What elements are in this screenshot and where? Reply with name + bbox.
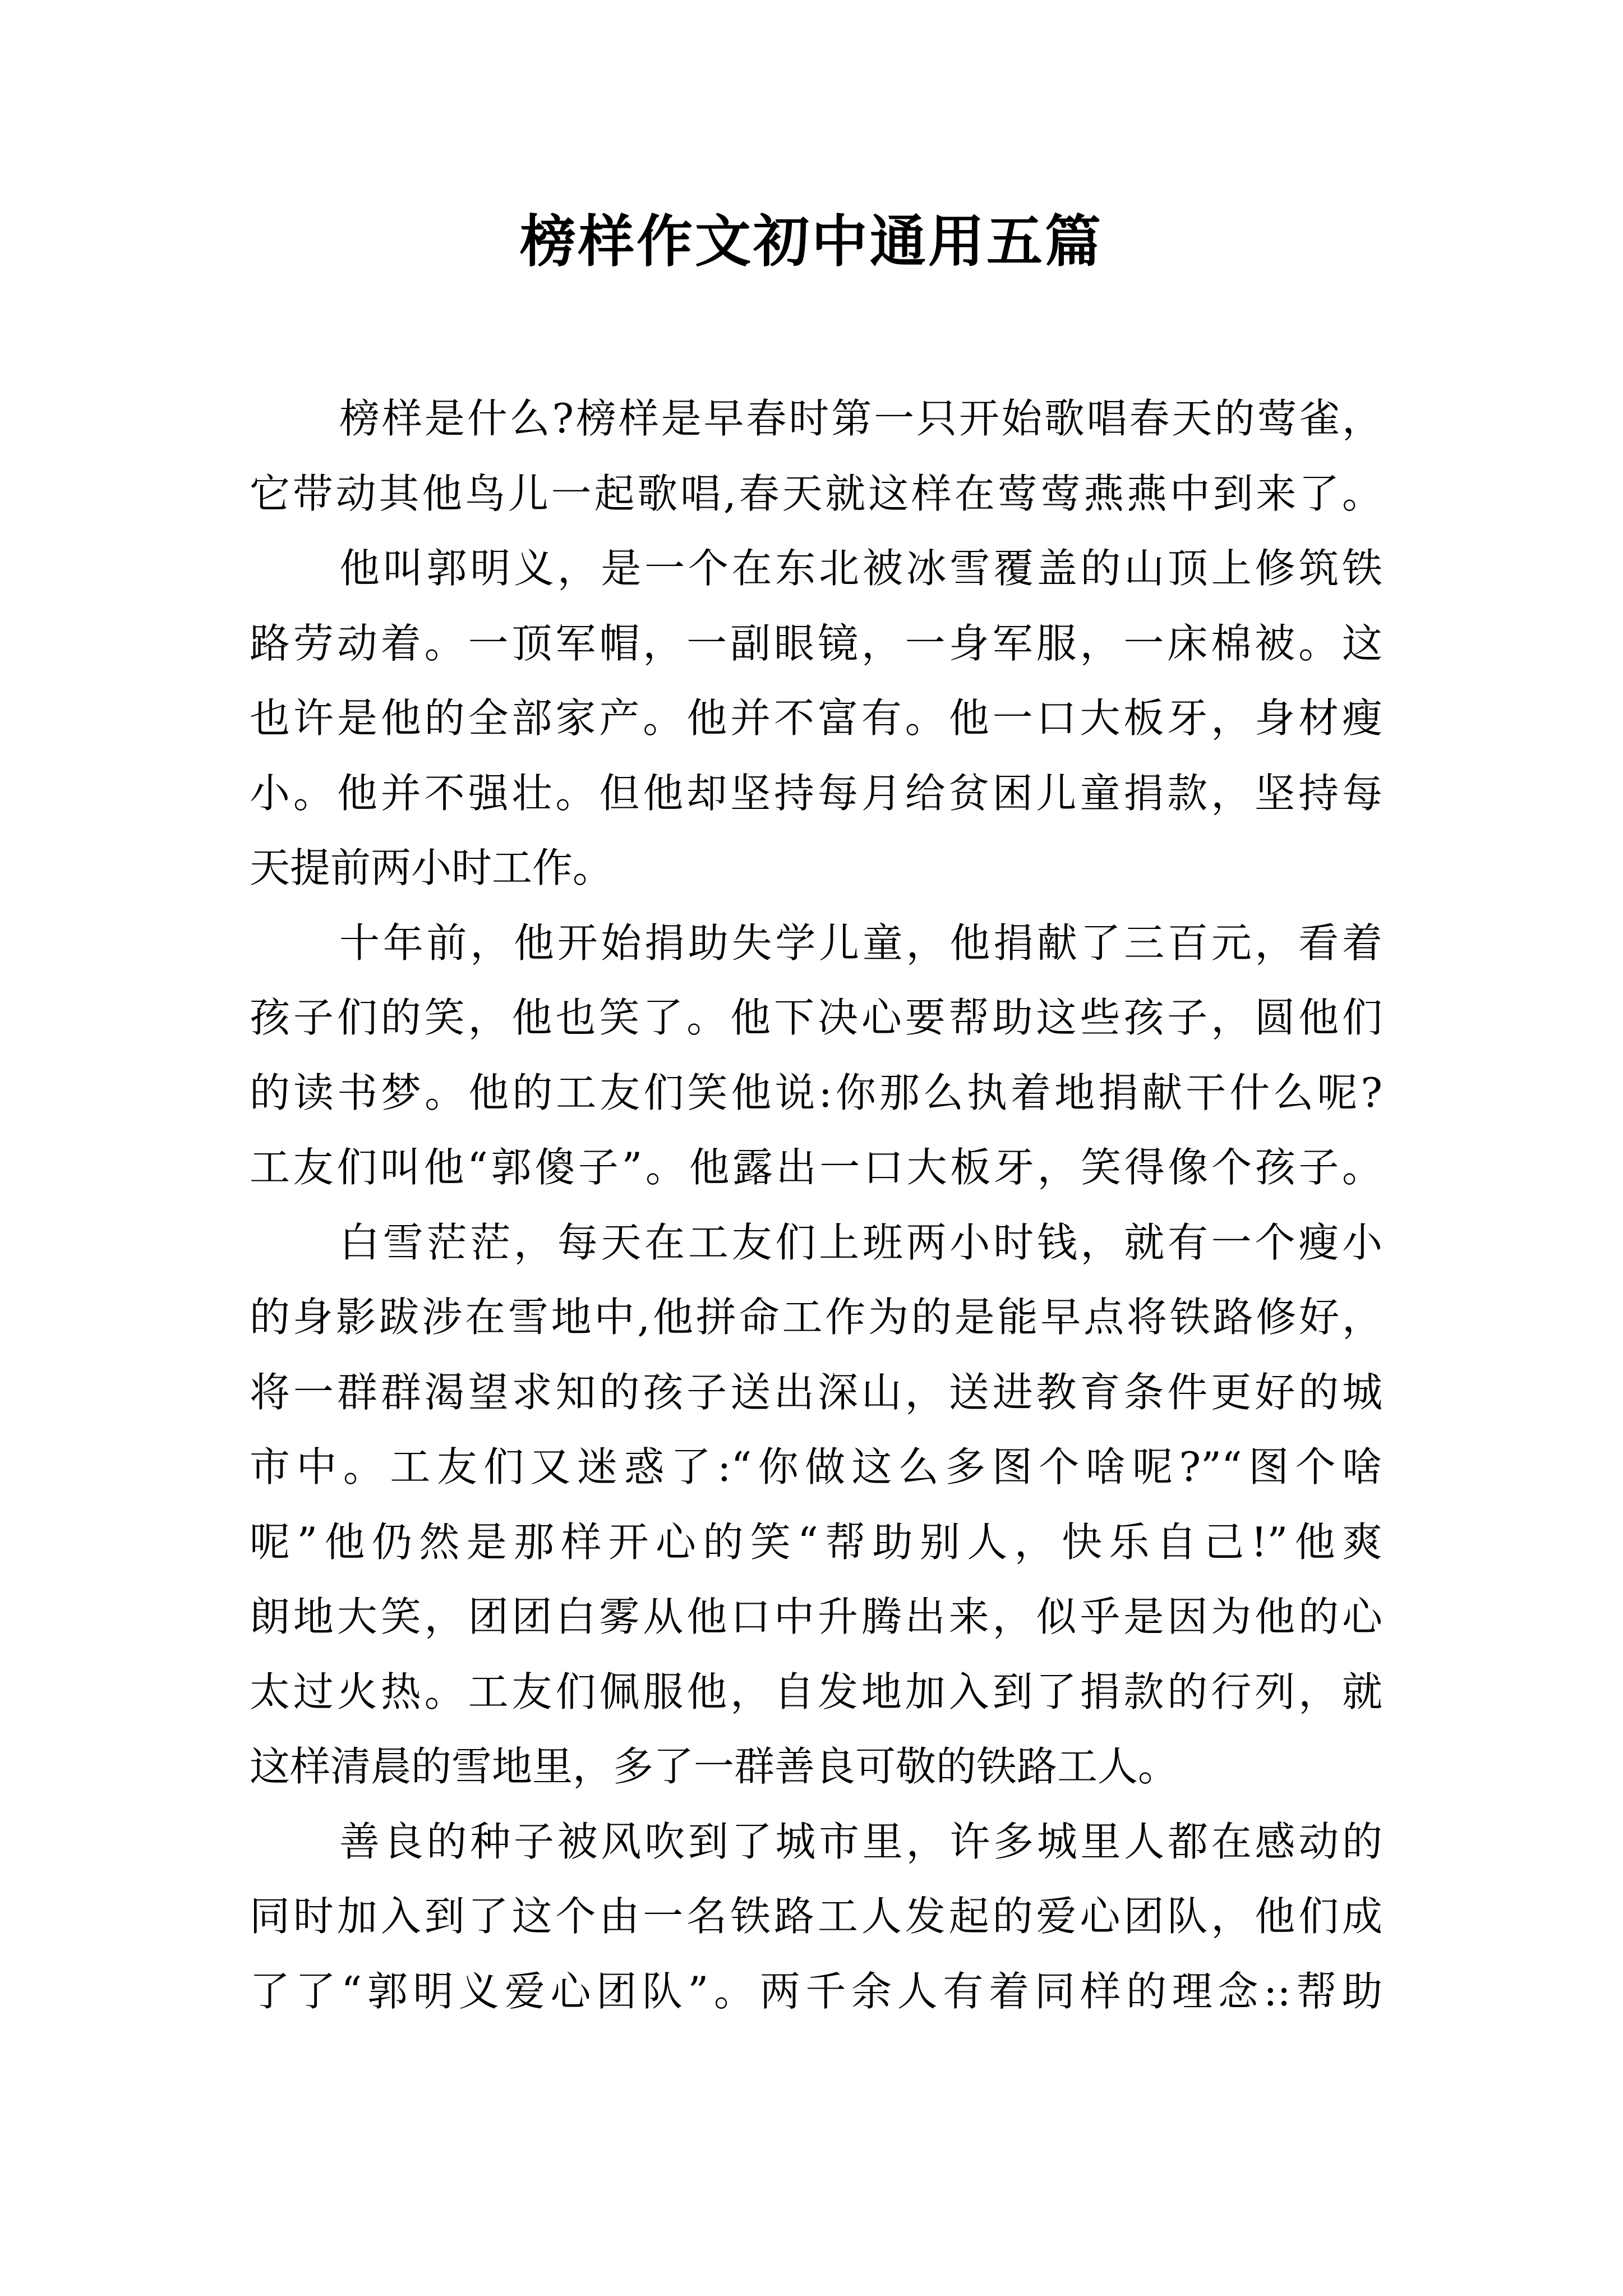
paragraph [250,531,1382,906]
text-line: 他叫郭明义，是一个在东北被冰雪覆盖的山顶上修筑铁 [339,545,1382,592]
document-body [250,381,1382,2029]
text-line: 工友们叫他“郭傻子”。他露出一口大板牙，笑得像个孩子。 [250,1144,1382,1191]
text-line: 路劳动着。一顶军帽，一副眼镜，一身军服，一床棉被。这 [250,619,1382,667]
text-line: 也许是他的全部家产。他并不富有。他一口大板牙，身材瘦 [250,694,1382,742]
paragraph [250,906,1382,1205]
text-line: 孩子们的笑，他也笑了。他下决心要帮助这些孩子，圆他们 [250,994,1382,1041]
text-line: 白雪茫茫，每天在工友们上班两小时钱，就有一个瘦小 [339,1218,1382,1266]
text-line: 十年前，他开始捐助失学儿童，他捐献了三百元，看着 [339,919,1382,967]
text-line: 的身影跋涉在雪地中,他拼命工作为的是能早点将铁路修好， [250,1294,1382,1341]
paragraph [250,1205,1382,1805]
text-line: 了了“郭明义爱心团队”。两千余人有着同样的理念::帮助 [250,1967,1382,2015]
paragraph [250,381,1382,531]
text-line: 这样清晨的雪地里，多了一群善良可敬的铁路工人。 [250,1743,1179,1790]
paragraph [250,1805,1382,2030]
text-line: 市中。工友们又迷惑了:“你做这么多图个啥呢?”“图个啥 [250,1443,1382,1490]
text-line: 的读书梦。他的工友们笑他说:你那么执着地捐献干什么呢? [250,1069,1382,1116]
document-title: 榜样作文初中通用五篇 [520,208,1103,274]
text-line: 呢”他仍然是那样开心的笑“帮助别人，快乐自己!”他爽 [250,1518,1382,1566]
text-line: 同时加入到了这个由一名铁路工人发起的爱心团队，他们成 [250,1893,1382,1940]
text-line: 善良的种子被风吹到了城市里，许多城里人都在感动的 [339,1818,1382,1865]
text-line: 朗地大笑，团团白雾从他口中升腾出来，似乎是因为他的心 [250,1593,1382,1640]
text-line: 榜样是什么?榜样是早春时第一只开始歌唱春天的莺雀， [339,395,1382,442]
text-line: 天提前两小时工作。 [250,844,614,891]
text-line: 将一群群渴望求知的孩子送出深山，送进教育条件更好的城 [250,1368,1382,1416]
text-line: 小。他并不强壮。但他却坚持每月给贫困儿童捐款，坚持每 [250,769,1382,817]
text-line: 它带动其他鸟儿一起歌唱,春天就这样在莺莺燕燕中到来了。 [250,470,1382,517]
text-line: 太过火热。工友们佩服他，自发地加入到了捐款的行列，就 [250,1668,1382,1715]
